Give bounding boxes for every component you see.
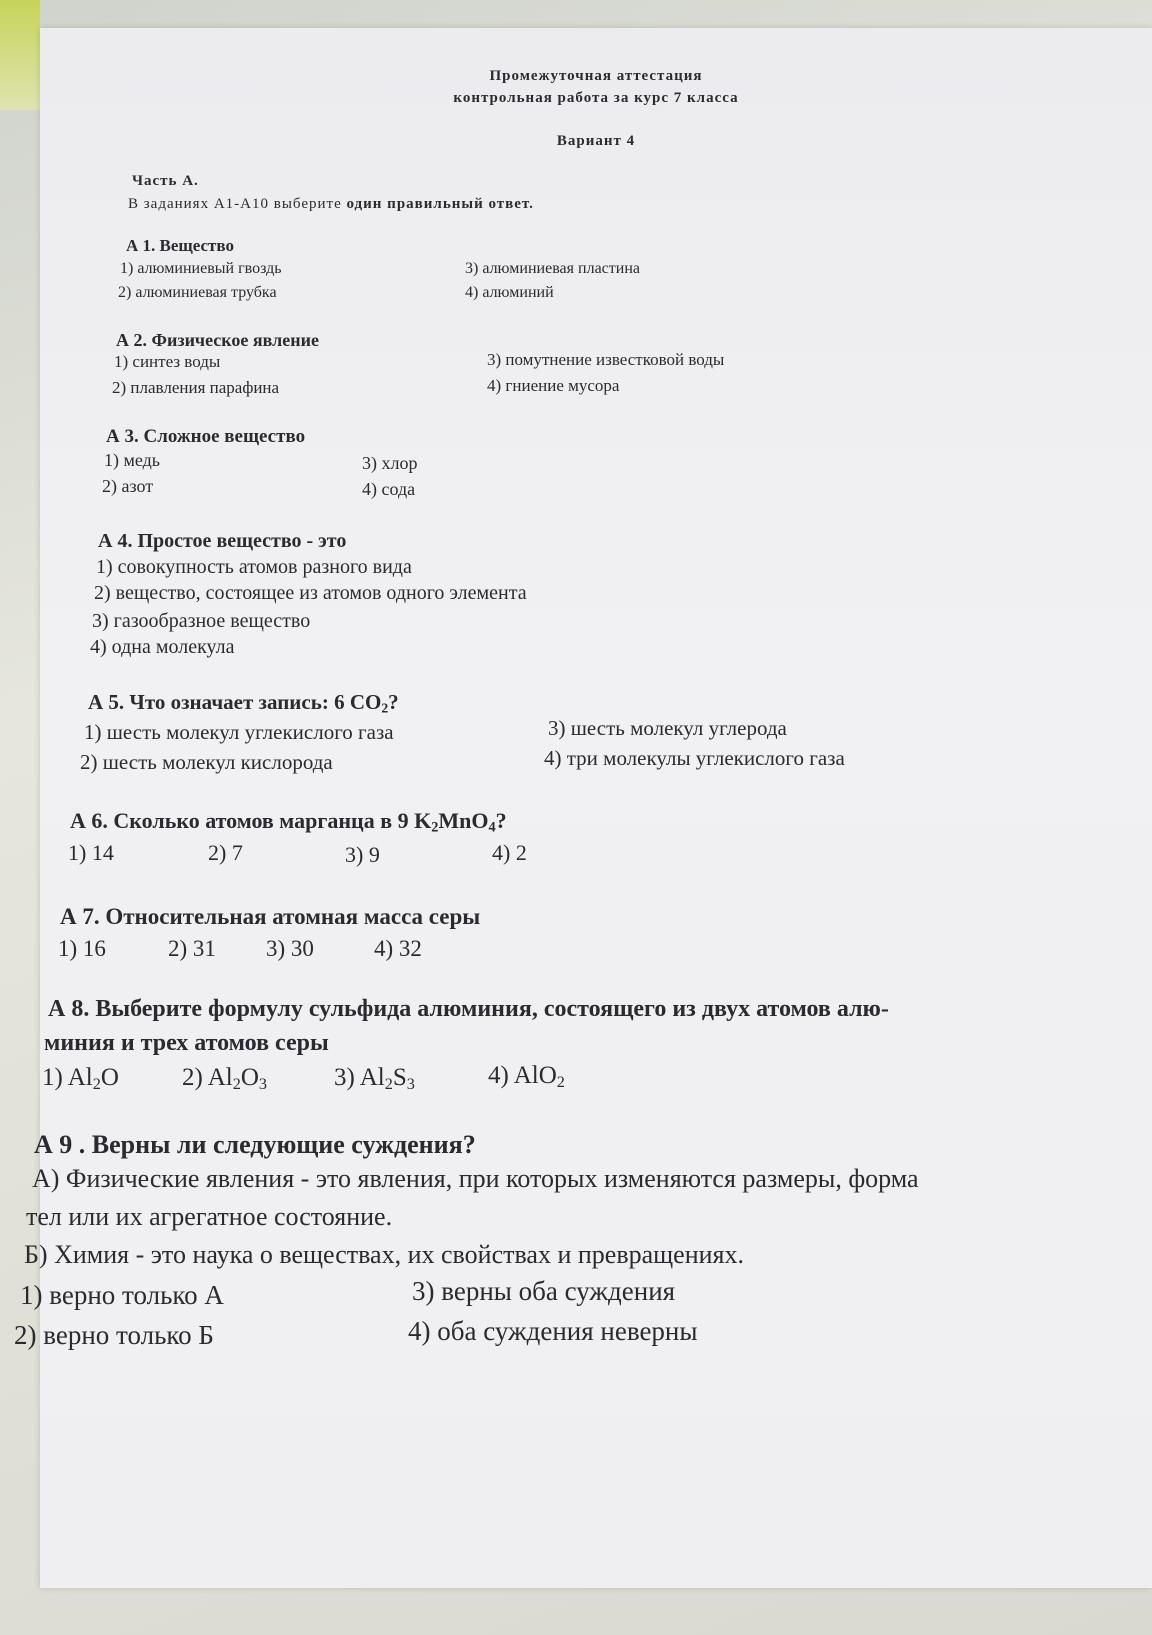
question-a7-option-1: 1) 16 xyxy=(58,936,106,961)
question-a6-title-text: А 6. Сколько атомов марганца в 9 K xyxy=(70,808,432,833)
question-a6-title xyxy=(70,808,507,837)
question-a8-option-3-text: 3) Al xyxy=(334,1064,385,1091)
question-a6-title-mid: MnO xyxy=(438,808,489,833)
question-a5-title xyxy=(88,690,399,716)
question-a6-subscript-1: 2 xyxy=(431,819,439,836)
question-a5-option-2: 2) шесть молекул кислорода xyxy=(80,750,333,774)
question-a1-option-1: 1) алюминиевый гвоздь xyxy=(120,260,282,277)
question-a4-option-4: 4) одна молекула xyxy=(90,636,235,658)
question-a1-option-4: 4) алюминий xyxy=(465,284,554,301)
title-line-1: Промежуточная аттестация xyxy=(489,68,703,84)
question-a8-option-1 xyxy=(42,1064,119,1094)
worksheet-page xyxy=(14,28,1152,1588)
question-a8-title-line-2: миния и трех атомов серы xyxy=(44,1030,329,1056)
question-a6-title-end: ? xyxy=(495,808,507,833)
question-a8-option-1-end: O xyxy=(100,1064,119,1091)
question-a5-option-3: 3) шесть молекул углерода xyxy=(548,716,787,740)
question-a9-option-2: 2) верно только Б xyxy=(14,1320,214,1350)
instruction-emphasis: один правильный ответ. xyxy=(346,196,534,212)
question-a8-option-2-sub-2: 3 xyxy=(258,1075,268,1094)
part-a-title: Часть А. xyxy=(132,173,199,189)
instruction-text: В заданиях А1-А10 выберите xyxy=(128,196,342,212)
question-a7-option-3: 3) 30 xyxy=(266,936,314,961)
question-a9-statement-a-line-1: А) Физические явления - это явления, при которых изменяются размеры, форма xyxy=(32,1164,919,1193)
question-a7-title: А 7. Относительная атомная масса серы xyxy=(60,904,481,929)
question-a9-statement-b: Б) Химия - это наука о веществах, их свойствах и превращениях. xyxy=(24,1240,744,1269)
question-a1-option-2: 2) алюминиевая трубка xyxy=(118,284,277,301)
question-a6-option-2: 2) 7 xyxy=(208,840,243,865)
question-a4-title: А 4. Простое вещество - это xyxy=(98,530,347,552)
title-line-2: контрольная работа за курс 7 класса xyxy=(453,90,739,106)
question-a8-option-3 xyxy=(334,1064,415,1094)
question-a9-option-1: 1) верно только А xyxy=(20,1280,224,1310)
part-a-instruction xyxy=(128,196,534,213)
question-a3-title: А 3. Сложное вещество xyxy=(106,426,306,447)
document-content xyxy=(14,28,1152,1588)
question-a9-option-4: 4) оба суждения неверны xyxy=(408,1316,698,1346)
question-a2-option-4: 4) гниение мусора xyxy=(487,376,620,395)
question-a3-option-3: 3) хлор xyxy=(362,453,418,473)
question-a8-option-4-sub: 2 xyxy=(556,1073,565,1092)
question-a9-statement-a-line-2: тел или их агрегатное состояние. xyxy=(26,1202,393,1231)
background-green-object xyxy=(0,0,40,110)
question-a8-option-1-sub: 2 xyxy=(92,1075,101,1094)
question-a2-title: А 2. Физическое явление xyxy=(116,330,319,350)
question-a6-option-4: 4) 2 xyxy=(492,840,527,865)
question-a8-option-3-sub-2: 3 xyxy=(406,1075,415,1094)
question-a9-title: А 9 . Верны ли следующие суждения? xyxy=(34,1130,476,1159)
question-a8-option-1-text: 1) Al xyxy=(42,1064,93,1091)
question-a2-option-3: 3) помутнение известковой воды xyxy=(487,350,725,369)
question-a6-option-3: 3) 9 xyxy=(345,842,380,867)
question-a1-title: А 1. Вещество xyxy=(126,236,234,255)
question-a8-option-2-text: 2) Al xyxy=(182,1064,233,1091)
question-a8-title-line-1: А 8. Выберите формулу сульфида алюминия, состоящего из двух атомов алю- xyxy=(48,996,889,1022)
question-a3-option-2: 2) азот xyxy=(102,476,154,496)
question-a4-option-3: 3) газообразное вещество xyxy=(92,610,311,632)
question-a4-option-1: 1) совокупность атомов разного вида xyxy=(96,556,412,578)
question-a1-option-3: 3) алюминиевая пластина xyxy=(465,260,640,277)
question-a8-option-3-sub-1: 2 xyxy=(384,1075,393,1094)
question-a8-option-4 xyxy=(488,1062,565,1092)
question-a3-option-1: 1) медь xyxy=(104,450,161,470)
question-a5-title-text: А 5. Что означает запись: 6 CO xyxy=(88,690,382,714)
variant-label: Вариант 4 xyxy=(556,133,636,149)
question-a2-option-2: 2) плавления парафина xyxy=(112,378,280,397)
question-a7-option-2: 2) 31 xyxy=(168,936,216,961)
question-a3-option-4: 4) сода xyxy=(362,479,416,499)
question-a4-option-2: 2) вещество, состоящее из атомов одного элемента xyxy=(94,582,527,604)
question-a9-option-3: 3) верны оба суждения xyxy=(412,1276,676,1306)
question-a6-option-1: 1) 14 xyxy=(68,840,114,865)
question-a8-option-2-sub-1: 2 xyxy=(232,1075,241,1094)
question-a2-option-1: 1) синтез воды xyxy=(114,352,221,371)
question-a8-option-4-text: 4) AlO xyxy=(488,1062,557,1089)
question-a5-subscript: 2 xyxy=(381,700,389,716)
question-a8-option-2-mid: O xyxy=(240,1064,259,1091)
question-a6-subscript-2: 4 xyxy=(488,819,496,836)
question-a5-title-end: ? xyxy=(388,690,399,714)
question-a7-option-4: 4) 32 xyxy=(374,936,422,961)
question-a5-option-4: 4) три молекулы углекислого газа xyxy=(544,746,845,770)
question-a8-option-3-mid: S xyxy=(392,1064,407,1091)
question-a5-option-1: 1) шесть молекул углекислого газа xyxy=(84,720,394,744)
question-a8-option-2 xyxy=(182,1064,267,1094)
